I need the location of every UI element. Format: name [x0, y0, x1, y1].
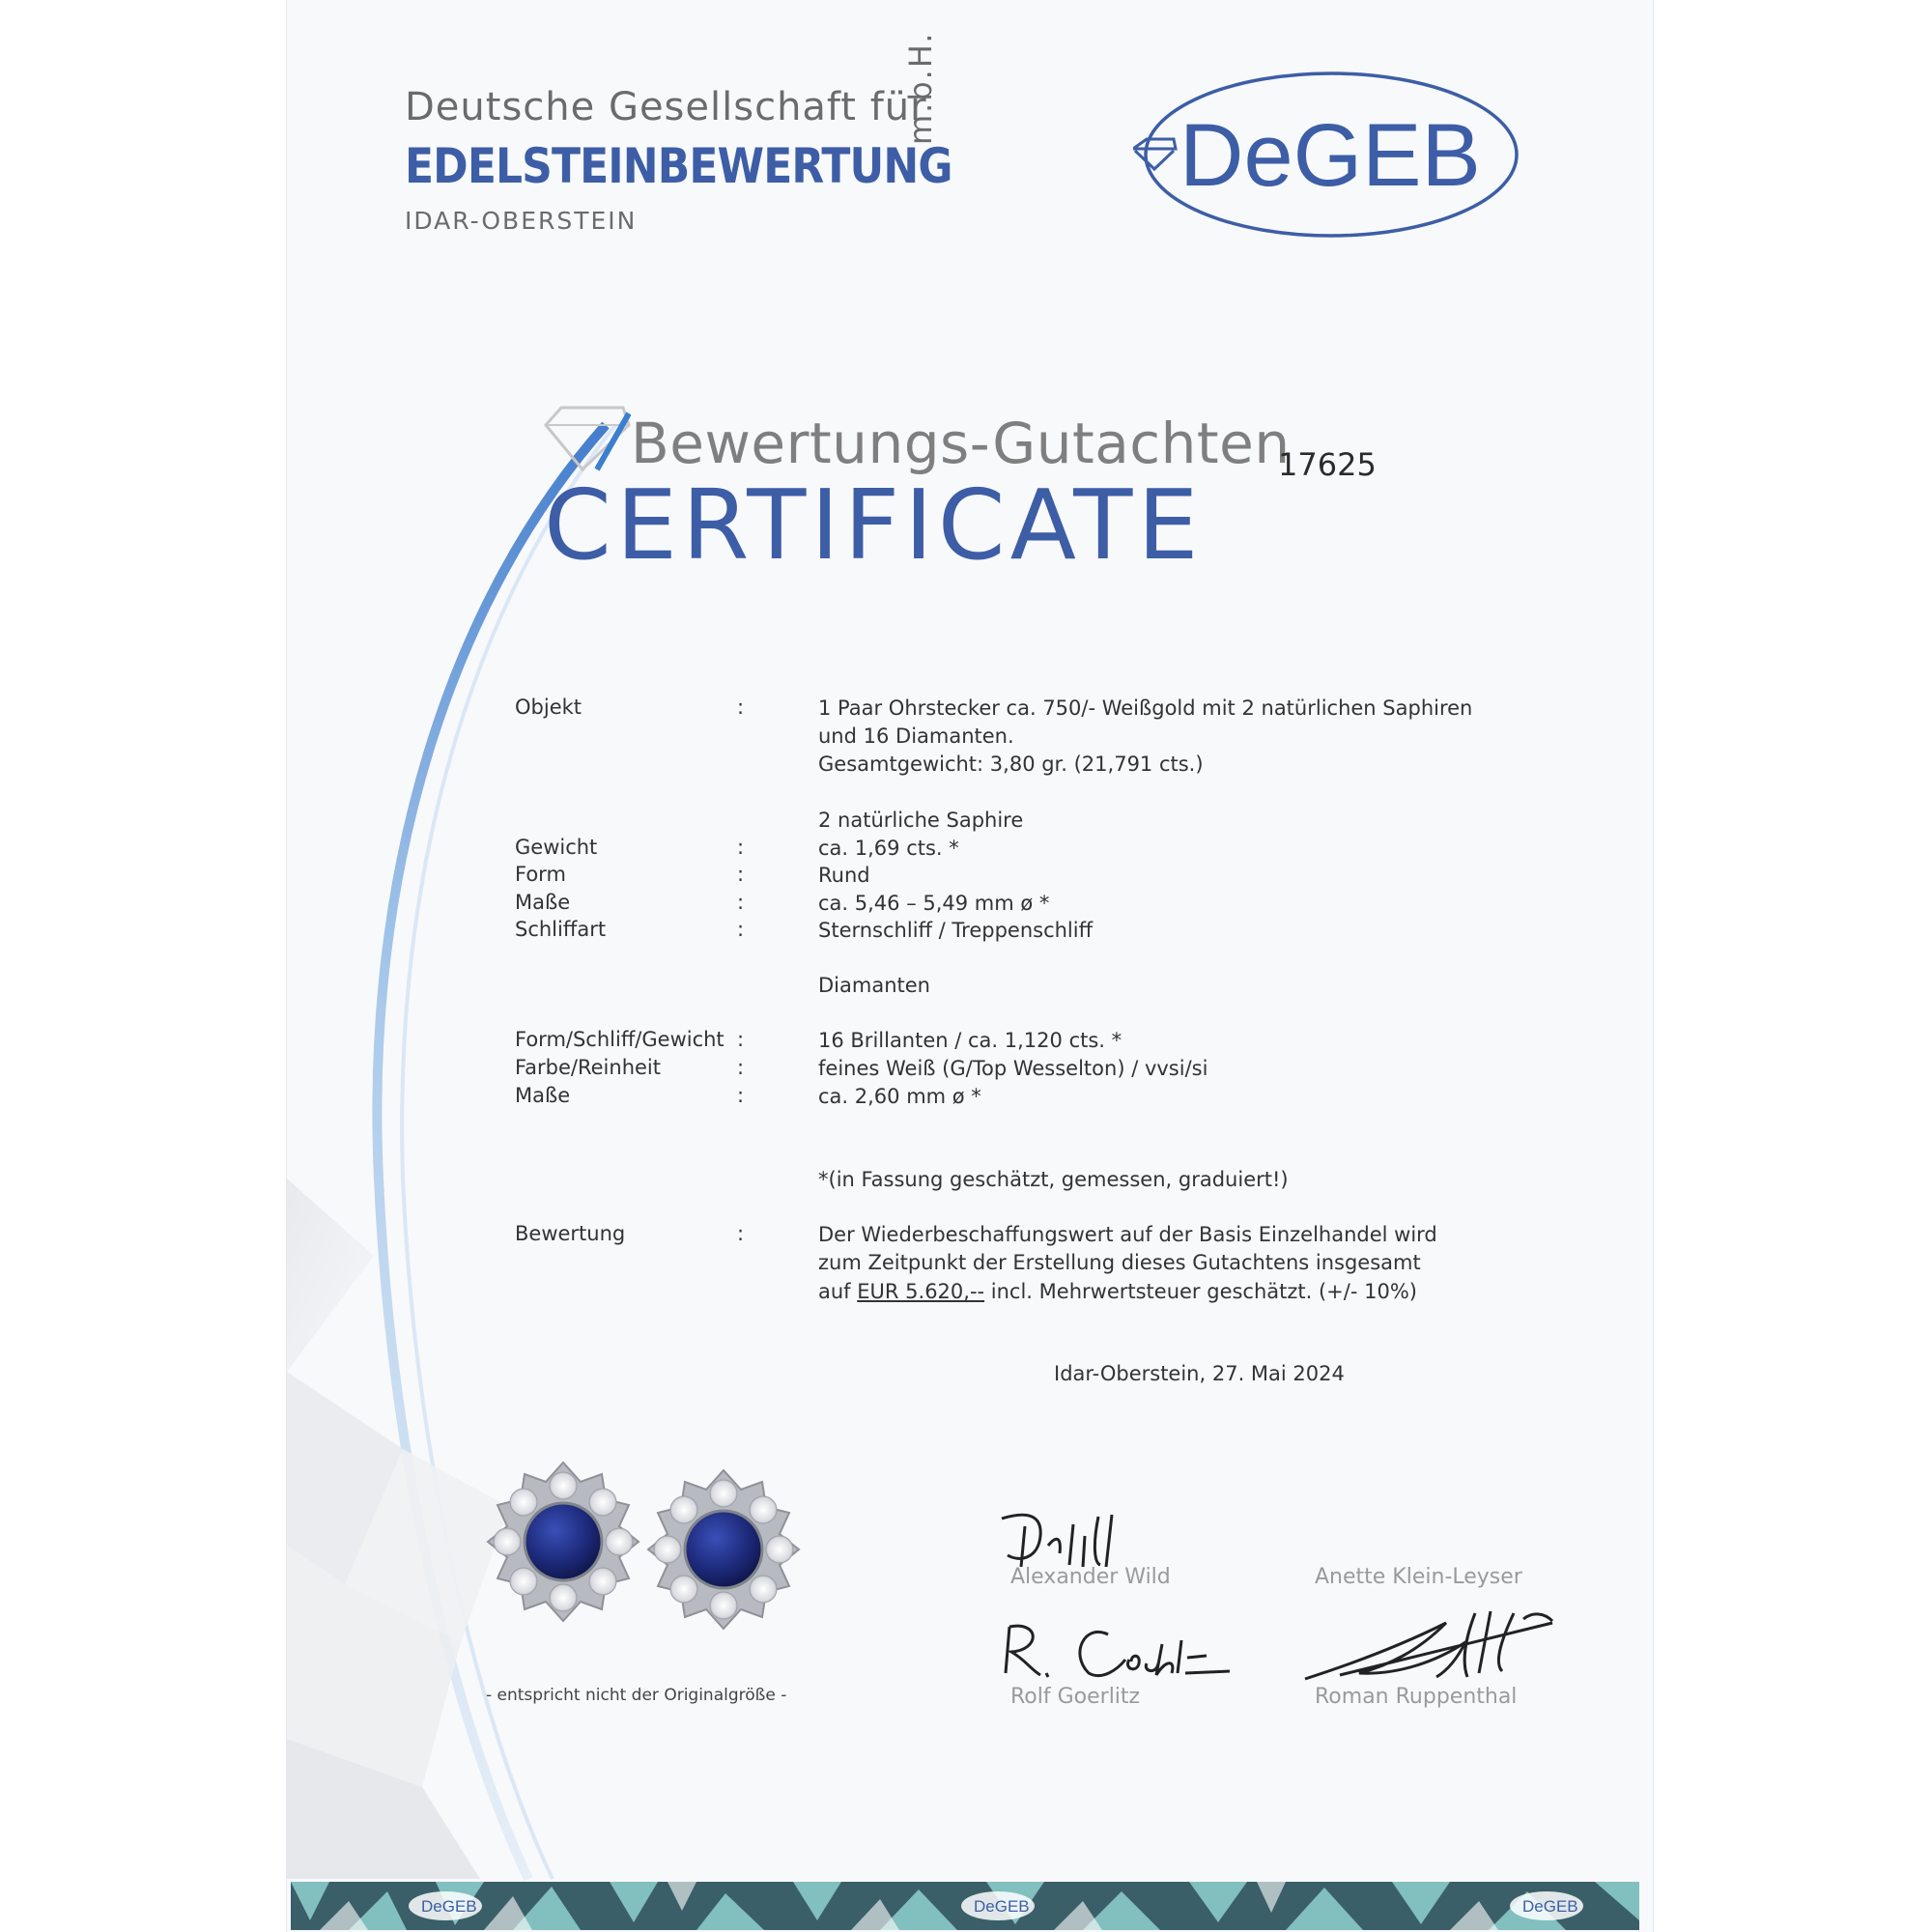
signature-roman-ruppenthal	[1301, 1604, 1562, 1690]
signature-rolf-goerlitz	[1002, 1615, 1234, 1692]
colon: :	[737, 696, 745, 719]
colon: :	[737, 1084, 745, 1107]
colon: :	[737, 918, 745, 941]
label-masse-diamanten: Maße	[515, 1084, 571, 1107]
value-objekt-line3: Gesamtgewicht: 3,80 gr. (21,791 cts.)	[818, 753, 1204, 776]
label-form-schliff-gewicht: Form/Schliff/Gewicht	[515, 1028, 724, 1051]
signatory-name: Anette Klein-Leyser	[1315, 1565, 1522, 1589]
label-masse: Maße	[515, 891, 571, 914]
appraised-value: EUR 5.620,--	[857, 1280, 985, 1303]
value-objekt-line2: und 16 Diamanten.	[818, 724, 1014, 748]
colon: :	[737, 1028, 745, 1051]
label-schliffart: Schliffart	[515, 918, 607, 941]
value-form: Rund	[818, 864, 870, 887]
colon: :	[737, 863, 745, 886]
heading-diamanten: Diamanten	[818, 974, 930, 997]
label-objekt: Objekt	[515, 696, 582, 719]
bewertung-suffix: incl. Mehrwertsteuer geschätzt. (+/- 10%)	[984, 1280, 1417, 1303]
colon: :	[737, 1056, 745, 1079]
value-bewertung-line3	[818, 1280, 1417, 1303]
footer-logo-text: DeGEB	[974, 1897, 1030, 1916]
place-and-date: Idar-Oberstein, 27. Mai 2024	[1054, 1362, 1345, 1385]
photo-caption: - entspricht nicht der Originalgröße -	[486, 1686, 787, 1705]
value-objekt-line1: 1 Paar Ohrstecker ca. 750/- Weißgold mit 2 natürlichen Saphiren	[818, 696, 1473, 720]
earring-left	[488, 1463, 639, 1621]
org-city: IDAR-OBERSTEIN	[405, 207, 638, 235]
value-masse: ca. 5,46 – 5,49 mm ø *	[818, 892, 1050, 915]
signatory-name: Roman Ruppenthal	[1315, 1685, 1518, 1709]
label-farbe-reinheit: Farbe/Reinheit	[515, 1056, 661, 1079]
footer-security-band	[291, 1882, 1639, 1930]
footer-logo-text: DeGEB	[1522, 1897, 1578, 1916]
value-bewertung-line1: Der Wiederbeschaffungswert auf der Basis Einzelhandel wird	[818, 1223, 1437, 1246]
label-bewertung: Bewertung	[515, 1222, 626, 1245]
value-farbe-reinheit: feines Weiß (G/Top Wesselton) / vvsi/si	[818, 1057, 1208, 1080]
colon: :	[737, 1222, 745, 1245]
org-legal-suffix: m.b.H.	[902, 31, 939, 145]
logo-text: DeGEB	[1179, 106, 1481, 205]
value-masse-diamanten: ca. 2,60 mm ø *	[818, 1085, 981, 1108]
org-name-line2: EDELSTEINBEWERTUNG	[405, 138, 952, 194]
value-bewertung-line2: zum Zeitpunkt der Erstellung dieses Gutachtens insgesamt	[818, 1251, 1421, 1274]
footnote: *(in Fassung geschätzt, gemessen, graduiert!)	[818, 1168, 1289, 1191]
certificate-number: 17625	[1278, 446, 1377, 483]
footer-logo-text: DeGEB	[421, 1897, 477, 1916]
certificate-page	[286, 0, 1654, 1932]
value-schliffart: Sternschliff / Treppenschliff	[818, 919, 1094, 942]
heading-saphire: 2 natürliche Saphire	[818, 809, 1024, 832]
signatory-name: Alexander Wild	[1010, 1565, 1171, 1589]
document-title: CERTIFICATE	[544, 469, 1204, 582]
earrings-photo	[480, 1449, 809, 1642]
degeb-logo	[1133, 68, 1520, 242]
earring-right	[648, 1470, 799, 1629]
colon: :	[737, 836, 745, 859]
document-subtitle: Bewertungs-Gutachten	[631, 411, 1291, 476]
value-form-schliff-gewicht: 16 Brillanten / ca. 1,120 cts. *	[818, 1029, 1122, 1052]
label-form: Form	[515, 863, 566, 886]
colon: :	[737, 891, 745, 914]
diamond-icon	[544, 404, 631, 473]
bewertung-prefix: auf	[818, 1280, 858, 1303]
org-name-line1: Deutsche Gesellschaft für	[405, 85, 927, 129]
signatory-name: Rolf Goerlitz	[1010, 1685, 1141, 1709]
label-gewicht: Gewicht	[515, 836, 598, 859]
value-gewicht: ca. 1,69 cts. *	[818, 837, 959, 860]
